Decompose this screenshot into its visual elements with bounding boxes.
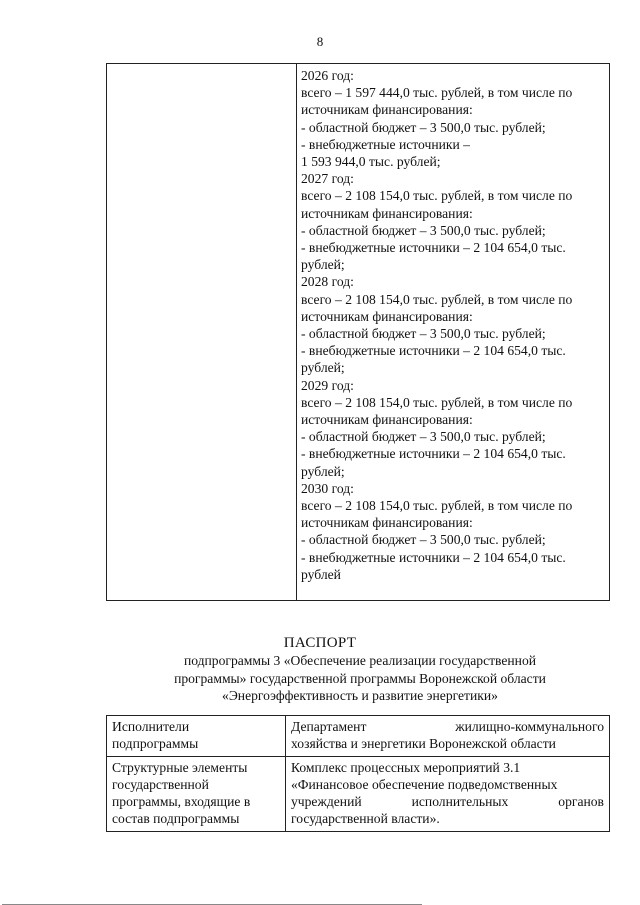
funding-line: 2029 год: (301, 377, 354, 393)
row-value-cell (286, 716, 610, 757)
funding-line: источникам финансирования: (301, 205, 473, 221)
funding-line: всего – 2 108 154,0 тыс. рублей, в том числе по (301, 394, 573, 410)
funding-line: 2026 год: (301, 68, 354, 83)
funding-line: источникам финансирования: (301, 515, 473, 531)
table-column-divider (296, 64, 297, 600)
row-value-line: хозяйства и энергетики Воронежской области (291, 736, 556, 751)
row-value-line: государственной власти». (291, 811, 440, 826)
funding-line: - внебюджетные источники – (301, 136, 470, 152)
funding-line: - областной бюджет – 3 500,0 тыс. рублей; (301, 326, 546, 342)
row-value-word: исполнительных (411, 794, 509, 809)
funding-text-cell (301, 67, 605, 583)
table-row (107, 716, 610, 757)
funding-line: рублей; (301, 360, 345, 376)
row-label-cell (107, 716, 286, 757)
page-number: 8 (316, 34, 324, 49)
funding-line: - областной бюджет – 3 500,0 тыс. рублей; (301, 532, 546, 548)
row-value-line (291, 718, 604, 735)
row-label-cell (107, 757, 286, 832)
funding-line: источникам финансирования: (301, 308, 473, 324)
row-value-word: органов (558, 794, 604, 809)
passport-title: ПАСПОРТ (283, 635, 357, 651)
row-value-word: Департамент (291, 719, 367, 734)
funding-line: - внебюджетные источники – 2 104 654,0 тыс. (301, 240, 566, 256)
funding-line: 1 593 944,0 тыс. рублей; (301, 154, 441, 170)
passport-table (106, 715, 610, 832)
row-value-line (291, 793, 604, 810)
row-label-line: состав подпрограммы (112, 811, 240, 826)
funding-line: рублей; (301, 257, 345, 273)
subtitle-line: «Энергоэффективность и развитие энергетики» (222, 688, 498, 703)
funding-line: источникам финансирования: (301, 102, 473, 118)
subtitle-line: подпрограммы 3 «Обеспечение реализации государственной (183, 653, 537, 668)
funding-line: всего – 1 597 444,0 тыс. рублей, в том числе по (301, 85, 573, 101)
funding-line: источникам финансирования: (301, 412, 473, 428)
funding-line: 2030 год: (301, 480, 354, 496)
funding-line: - областной бюджет – 3 500,0 тыс. рублей; (301, 119, 546, 135)
funding-line: - внебюджетные источники – 2 104 654,0 тыс. (301, 549, 566, 565)
row-label-line: Структурные элементы (112, 760, 248, 775)
funding-line: - областной бюджет – 3 500,0 тыс. рублей; (301, 222, 546, 238)
funding-line: рублей; (301, 463, 345, 479)
row-label-line: подпрограммы (112, 736, 199, 751)
funding-line: - внебюджетные источники – 2 104 654,0 тыс. (301, 446, 566, 462)
subtitle-line: программы» государственной программы Воронежской области (174, 670, 546, 686)
funding-line: всего – 2 108 154,0 тыс. рублей, в том числе по (301, 188, 573, 204)
row-label-line: Исполнители (112, 719, 190, 734)
funding-line: - областной бюджет – 3 500,0 тыс. рублей; (301, 429, 546, 445)
funding-line: 2027 год: (301, 171, 354, 187)
row-value-line: Комплекс процессных мероприятий 3.1 (291, 760, 521, 775)
table-row (107, 757, 610, 832)
funding-line: всего – 2 108 154,0 тыс. рублей, в том числе по (301, 291, 573, 307)
row-label-line: государственной (112, 777, 209, 792)
passport-subtitle (120, 652, 600, 705)
funding-line: - внебюджетные источники – 2 104 654,0 тыс. (301, 343, 566, 359)
row-label-line: программы, входящие в (112, 794, 251, 809)
row-value-word: учреждений (291, 794, 362, 809)
funding-line: всего – 2 108 154,0 тыс. рублей, в том числе по (301, 498, 573, 514)
row-value-line: «Финансовое обеспечение подведомственных (291, 777, 558, 792)
row-value-cell (286, 757, 610, 832)
funding-line: 2028 год: (301, 274, 354, 290)
funding-line: рублей (301, 566, 341, 582)
funding-table (106, 63, 610, 601)
row-value-word: жилищно-коммунального (455, 719, 604, 734)
